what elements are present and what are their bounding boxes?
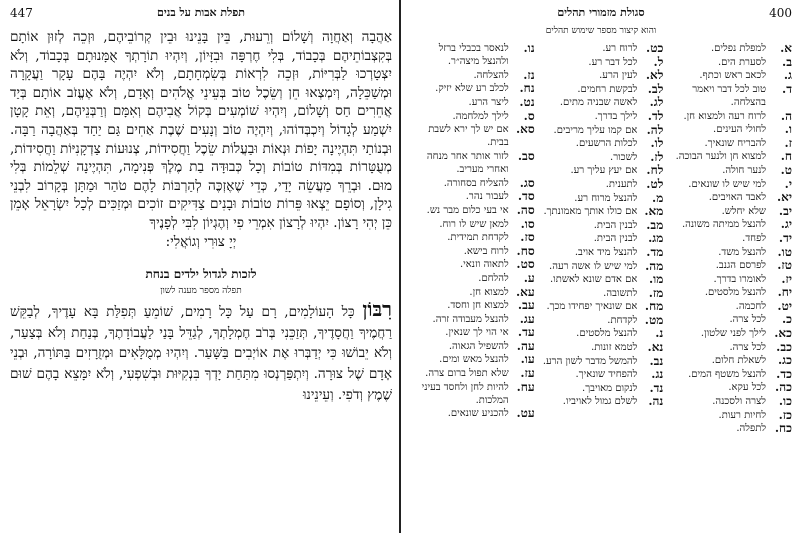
- psalm-entry: [667, 286, 792, 299]
- psalm-purpose: אי הוי לך שנאין.: [445, 327, 509, 339]
- section-title: לזכות לגדול ילדים בנחת: [145, 267, 257, 282]
- psalm-number: כז.: [778, 407, 792, 422]
- psalm-purpose: להיות לחן ולחסד בעיני המלכות.: [421, 381, 509, 406]
- psalm-entry: [667, 137, 792, 150]
- psalm-number: לז.: [650, 149, 664, 164]
- psalm-entry: [667, 150, 792, 163]
- psalm-number: עא.: [515, 284, 535, 299]
- psalm-entry: [667, 69, 792, 82]
- psalm-purpose: להבריח שונאיך.: [704, 137, 766, 149]
- psalm-entry: [539, 205, 664, 218]
- psalm-number: נח.: [519, 81, 535, 96]
- psalm-entry: [539, 300, 664, 313]
- psalm-entry: [667, 123, 792, 136]
- psalm-purpose: לנער חולה.: [722, 164, 766, 176]
- psalm-entry: [539, 368, 664, 381]
- psalm-entry: [667, 191, 792, 204]
- psalm-entry: [410, 313, 535, 326]
- psalm-number: טז.: [777, 258, 792, 273]
- psalm-purpose: שלא יחלש.: [721, 205, 766, 217]
- psalm-purpose: אם יעץ עליך רע.: [570, 165, 638, 177]
- psalm-purpose: לתענית.: [605, 178, 638, 190]
- psalm-purpose: לאומרו בדרך.: [713, 273, 766, 285]
- psalm-entry: [539, 178, 664, 191]
- psalm-number: עה.: [516, 338, 535, 353]
- psalm-purpose: לחיות רעות.: [718, 409, 766, 421]
- psalm-purpose: להנצל מעבודה זרה.: [432, 313, 509, 325]
- psalm-number: יז.: [781, 271, 792, 286]
- psalm-number: לו.: [650, 136, 664, 151]
- psalm-number: מה.: [645, 258, 664, 273]
- psalm-purpose: לצרה ולסכנה.: [712, 396, 766, 408]
- psalm-entry: [410, 245, 535, 258]
- psalm-entry: [539, 327, 664, 340]
- psalm-purpose: למצוא חן ולנער הבוכה.: [675, 151, 766, 163]
- psalm-purpose: לאבד האויבים.: [708, 192, 766, 204]
- psalm-entry: [667, 205, 792, 218]
- psalm-purpose: לפחד.: [742, 232, 766, 244]
- psalm-number: ד.: [782, 81, 792, 96]
- psalm-purpose: להצלחה.: [473, 69, 509, 81]
- psalm-purpose: לילך למלחמה.: [452, 110, 509, 122]
- psalm-number: ב.: [782, 54, 792, 69]
- psalm-entry: [667, 218, 792, 231]
- psalm-purpose: לשלם גמול לאויביו.: [562, 396, 638, 408]
- psalm-entry: [539, 83, 664, 96]
- psalm-purpose: להנצל משד.: [718, 246, 766, 258]
- psalm-number: ג.: [783, 68, 792, 83]
- psalm-entry: [667, 178, 792, 191]
- psalm-column: [667, 42, 792, 436]
- psalm-number: סב.: [517, 148, 535, 163]
- psalm-number: לט.: [646, 176, 664, 191]
- psalm-number: יט.: [777, 298, 792, 313]
- prayer-closing-line: יְיָ צוּרִי וְגוֹאֲלִי:: [165, 233, 237, 250]
- psalm-number: לה.: [646, 122, 664, 137]
- psalm-number: עט.: [516, 406, 535, 421]
- psalm-number: עב.: [517, 298, 535, 313]
- psalm-number: כט.: [646, 41, 664, 55]
- psalm-number: מד.: [646, 244, 664, 259]
- psalm-entry: [539, 355, 664, 368]
- psalm-number: נ.: [655, 326, 664, 341]
- psalm-number: סא.: [515, 122, 535, 137]
- psalm-purpose: להנצל ממיתה משונה.: [681, 219, 766, 231]
- psalm-entry: [667, 341, 792, 354]
- psalm-entry: [539, 69, 664, 82]
- psalm-number: מג.: [648, 231, 664, 246]
- psalm-entry: [539, 246, 664, 259]
- psalm-entry: [410, 96, 535, 109]
- psalm-number: מ.: [652, 190, 664, 205]
- psalm-purpose: להכניע שונאים.: [447, 408, 509, 420]
- psalm-number: כ.: [781, 312, 792, 327]
- psalm-number: עז.: [520, 366, 535, 381]
- psalm-entry: [410, 218, 535, 231]
- psalm-entry: [410, 258, 535, 271]
- psalm-number: נה.: [648, 394, 664, 409]
- psalm-purpose: אם יש לך ירא לשבת בבית.: [428, 124, 509, 149]
- psalm-entry: [410, 190, 535, 203]
- psalm-number: נד.: [649, 380, 664, 395]
- psalm-entry: [410, 299, 535, 312]
- psalm-number: סד.: [517, 189, 535, 204]
- section-source-note: תפלה מספר מענה לשון: [160, 286, 242, 297]
- psalm-entry: [410, 381, 535, 407]
- psalm-number: ע.: [523, 270, 535, 285]
- psalm-entry: [667, 56, 792, 69]
- psalm-entry: [539, 341, 664, 354]
- second-prayer-text: [10, 299, 392, 405]
- psalm-entry: [539, 110, 664, 123]
- psalm-entry: [667, 259, 792, 272]
- prayer-continuation: כָּל הָעוֹלָמִים, רָם עַל כָּל רָמִים, שׁוֹמֵעַ תְּפִלַּת בָּא עָדֶיךָ, לְבַקֵּשׁ רַחֲמֶיךָ וַחֲסָדֶיךָ, תְּזַכֵּנִי בְּרֹב חֶמְלָתְךָ, לְגַדֵּל בָּנַי לַעֲבוֹדָתֶךָ, בְּנַחַת וְלֹא בְּצַעַר, וְלֹא יֵבוֹשׁוּ כִּי יְדַבְּרוּ אֶת אוֹיְבִים בַּשָּׁעַר. וְיִהְיוּ מְמֻלָּאִים וּמְזֻרָזִים בַּתּוֹרָה, וּבְנֵי אָדָם שֶׁל צוּרָה. וְיִתְפַּרְנְסוּ מִתַּחַת יָדְךָ בִּנְקִיּוּת וּבְשִׁפְעִי, וְלֹא יִמָּצֵא בָהֶם שׁוּם שֶׁמֶץ וְדֹפִי. וְעֵינֵינוּ: [10, 304, 392, 403]
- psalm-purpose: אם קמו עליך מריבים.: [553, 124, 638, 136]
- page-number: 447: [10, 6, 33, 20]
- psalm-number: י.: [784, 176, 792, 191]
- psalm-entry: [410, 326, 535, 339]
- psalm-number: א.: [780, 41, 792, 55]
- psalm-purpose: לכלות הרשעים.: [575, 138, 638, 150]
- psalm-number: יא.: [776, 190, 792, 205]
- psalm-purpose: להנצל מיד אויב.: [574, 246, 638, 258]
- psalm-purpose: לכל עקא.: [728, 382, 766, 394]
- psalm-entry: [667, 368, 792, 381]
- psalm-entry: [667, 273, 792, 286]
- running-title: סגולת מזמורי תהלים: [557, 6, 645, 19]
- left-page-header: [10, 6, 392, 24]
- psalm-purpose: לכלב רע שלא יזיק.: [435, 83, 509, 95]
- psalm-number: לב.: [647, 81, 664, 96]
- psalm-entry: [410, 407, 535, 420]
- psalm-number: יד.: [778, 230, 792, 245]
- psalm-purpose: לילך בדרך.: [594, 110, 638, 122]
- psalm-number: סח.: [516, 243, 535, 258]
- psalm-purpose: להנצל מלסטים.: [576, 328, 638, 340]
- psalm-purpose: לכל צרה.: [729, 314, 766, 326]
- psalm-number: עד.: [517, 325, 535, 340]
- psalm-entry: [667, 42, 792, 55]
- psalm-entry: [410, 150, 535, 176]
- prayer-opening-word: רִבּוֹן: [362, 297, 392, 322]
- psalm-purpose: למפלת נפלים.: [710, 43, 766, 54]
- psalm-number: כח.: [774, 421, 792, 436]
- psalm-entry: [667, 83, 792, 109]
- psalm-purpose: לפרסם הגנב.: [715, 260, 766, 272]
- psalm-purpose: לשכור.: [610, 151, 638, 163]
- psalm-number: נג.: [651, 367, 664, 382]
- psalm-purpose: לקדחת.: [607, 314, 638, 326]
- psalm-entry: [410, 42, 535, 68]
- psalm-entry: [539, 124, 664, 137]
- psalm-purpose: טוב לכל דבר ויאמר בהצלחה.: [692, 83, 766, 108]
- psalm-entry: [539, 151, 664, 164]
- psalm-entry: [667, 232, 792, 245]
- psalm-entry: [410, 204, 535, 217]
- psalm-entry: [667, 409, 792, 422]
- psalm-purpose: לחולי העינים.: [713, 124, 766, 136]
- psalm-entry: [539, 287, 664, 300]
- psalm-number: סג.: [519, 175, 535, 190]
- table-subhead: והוא קיצור מספר שימוש תהלים: [545, 26, 657, 36]
- running-title: תפלת אבות על בנים: [157, 6, 245, 19]
- psalm-number: מט.: [644, 312, 664, 327]
- psalm-purpose: להפחיד שונאיך.: [575, 369, 638, 381]
- psalm-number: מא.: [644, 204, 664, 219]
- psalm-entry: [539, 42, 664, 55]
- page-number: 400: [769, 6, 792, 20]
- psalm-number: כו.: [778, 394, 792, 409]
- psalm-entry: [667, 395, 792, 408]
- psalm-number: ו.: [784, 122, 792, 137]
- psalm-column: [410, 42, 535, 436]
- psalm-number: כא.: [774, 326, 792, 341]
- psalm-purpose: אי בעי כלום מבר נש.: [426, 204, 509, 216]
- prayer-body-text: אַהֲבָה וְאַחֲוָה וְשָׁלוֹם וְרֵעוּת, בֵּין בָּנֵינוּ וּבֵין קְרוֹבֵיהֶם, וּזְכֵה לְזוּן אוֹתָם בְּקִצְבוֹתֵיהֶם בְּכָבוֹד, בְּלִי חֶרְפָּה וּבִזָּיוֹן, וְיִהְיוּ תוֹרָתְךָ אֻמָּנוּתָם בְּכָבוֹד, וְלֹא יִצְטָרְכוּ לַבְּרִיּוֹת, וּזְכֵה לִרְאוֹת בְּשִׂמְחָתָם, וְלֹא יִהְיֶה בָּהֶם עָקָר וַעֲקָרָה וּמְשַׁכֵּלָה, וְיִמְצְאוּ חֵן וְשֵׂכֶל טוֹב בְּעֵינֵי אֱלֹהִים וְאָדָם, וְלֹא אֶעֱזֹב אוֹתָם בְּיַד אֲחֵרִים חַס וְשָׁלוֹם, וְיִהְיוּ שׁוֹמְעִים בְּקוֹל אֲבִיהֶם וְאִמָּם וְרַבְּנֵיהֶם, וְאֵת קָטָן יִשְׁמַע לְגָדוֹל וְיִכְבְּדוֹהוּ, וְיִהְיֶה טוֹב וְנָעִים שֶׁבֶת אַחִים גַּם יַחַד בְּאַהֲבָה רַבָּה. וּבְנוֹתַי תִּהְיֶינָה יָפוֹת וּנְאוֹת וּבַעֲלוֹת שֵׂכֶל וַחֲסִידוֹת, צְנוּעוֹת צַדְקָנִיּוֹת וַחֲסִידוֹת, מְעֻטָּרוֹת בְּמִדּוֹת טוֹבוֹת וְכָל כְּבוּדָּה בַת מֶלֶךְ פְּנִימָה, תִּהְיֶינָה שְׁלֵמוֹת בְּלִי מוּם. וּבְרֵךְ מַעֲשֵׂה יָדַי, כְּדֵי שֶׁאֶזְכֶּה לְהַרְבּוֹת לָהֶם טֹהַר וּמַתָּן בְּקָרוֹב לִבְנֵי גִילָן, וְסוֹפָם יֵצְאוּ פֵּרוֹת טוֹבוֹת וּבָנִים צַדִּיקִים זוֹכִים וּמְזַכִּים לְכָל יִשְׂרָאֵל אָמֵן כֵּן יְהִי רָצוֹן. יִהְיוּ לְרָצוֹן אִמְרֵי פִי וְהֶגְיוֹן לִבִּי לְפָנֶיךָ: [10, 29, 392, 231]
- psalm-number: עח.: [516, 379, 535, 394]
- psalm-number: יב.: [778, 203, 792, 218]
- psalm-purpose: להשפיל הגאוה.: [448, 340, 509, 352]
- psalm-purpose: לקדחת תמידית.: [447, 232, 509, 244]
- psalm-entry: [539, 192, 664, 205]
- psalm-purpose: להנצל משטף המים.: [688, 368, 766, 380]
- psalm-purpose: לעבור נהר.: [465, 191, 509, 203]
- psalm-entry: [410, 123, 535, 149]
- psalm-entry: [539, 56, 664, 69]
- psalm-entry: [410, 110, 535, 123]
- psalm-number: נא.: [647, 340, 664, 355]
- psalm-entry: [539, 137, 664, 150]
- psalm-purpose: להנצל מלסטים.: [704, 287, 766, 299]
- psalm-number: נז.: [523, 67, 535, 82]
- psalm-entry: [539, 219, 664, 232]
- psalm-entry: [539, 273, 664, 286]
- psalm-purpose: אם אדם שונא לאשתו.: [550, 274, 638, 286]
- psalm-purpose: לנאסר בכבלי ברזל ולהנצל מיצה״ר.: [438, 43, 509, 68]
- psalm-purpose: לאשה שבניה מתים.: [559, 97, 638, 109]
- psalm-purpose: אם כולו אותך מאמונתך.: [543, 206, 638, 218]
- psalm-purpose: לבנין הבית.: [593, 233, 638, 245]
- psalm-purpose: לטמא זונות.: [591, 342, 638, 354]
- psalm-number: ט.: [780, 162, 792, 177]
- psalm-purpose: לכל דבר רע.: [588, 56, 638, 68]
- psalm-purpose: לנקום מאויבך.: [582, 382, 638, 394]
- psalm-number: יג.: [780, 217, 792, 232]
- psalm-purpose: למאן שיש לו רוח.: [439, 218, 509, 230]
- psalm-number: כה.: [775, 380, 792, 395]
- psalm-number: לד.: [647, 108, 664, 123]
- psalm-entry: [539, 382, 664, 395]
- psalm-entry: [410, 272, 535, 285]
- psalm-purpose: לסערת הים.: [717, 56, 766, 68]
- psalm-entry: [667, 246, 792, 259]
- psalm-purpose: לתפלה.: [736, 423, 766, 435]
- psalm-purpose: לבנין הבית.: [593, 219, 638, 231]
- psalm-number: כב.: [776, 339, 792, 354]
- psalm-entry: [539, 314, 664, 327]
- psalm-purpose: להמשל מדבר לשון הרע.: [542, 355, 638, 367]
- psalm-entry: [539, 96, 664, 109]
- psalm-entry: [410, 353, 535, 366]
- psalm-number: סו.: [520, 216, 535, 231]
- psalm-number: עו.: [520, 352, 535, 367]
- psalm-number: יח.: [777, 285, 792, 300]
- psalm-index-columns: [410, 42, 792, 436]
- psalm-entry: [410, 367, 535, 380]
- psalm-number: טו.: [777, 244, 792, 259]
- psalm-purpose: למצוא חן וחסד.: [447, 300, 509, 312]
- psalm-entry: [667, 110, 792, 123]
- psalm-purpose: ליצר הרע.: [468, 96, 509, 108]
- psalm-number: מו.: [648, 272, 664, 287]
- psalm-number: כג.: [777, 353, 792, 368]
- psalm-number: לג.: [649, 95, 664, 110]
- psalm-purpose: למצוא חן.: [469, 286, 509, 298]
- psalm-entry: [667, 354, 792, 367]
- psalm-purpose: להצליח בסחורה.: [443, 177, 509, 189]
- psalm-number: נו.: [523, 41, 535, 55]
- psalm-purpose: לזור אותר אחר מנחה ואחרי מעריב.: [426, 150, 509, 176]
- book-gutter: [399, 0, 401, 533]
- psalm-entry: [667, 381, 792, 394]
- psalm-purpose: לרוח בישא.: [463, 245, 509, 257]
- psalm-entry: [539, 395, 664, 408]
- psalm-purpose: לכאב ראש וכתף.: [699, 70, 766, 82]
- psalm-entry: [410, 177, 535, 190]
- psalm-purpose: לרוח רעה ולמצוא חן.: [683, 110, 766, 122]
- psalm-purpose: לכל צרה.: [729, 341, 766, 353]
- psalm-number: כד.: [776, 366, 792, 381]
- psalm-number: לא.: [645, 68, 664, 83]
- psalm-number: לח.: [646, 163, 664, 178]
- psalm-purpose: לחכמה.: [735, 300, 766, 312]
- psalm-entry: [667, 422, 792, 435]
- psalm-entry: [410, 69, 535, 82]
- psalm-number: נט.: [519, 94, 535, 109]
- psalm-number: סט.: [516, 257, 535, 272]
- psalm-number: סז.: [520, 230, 535, 245]
- psalm-number: מב.: [646, 217, 664, 232]
- psalm-purpose: לעין הרע.: [599, 70, 638, 82]
- psalm-number: עג.: [519, 311, 535, 326]
- psalm-entry: [410, 286, 535, 299]
- psalm-number: מז.: [648, 285, 664, 300]
- psalm-purpose: לשאלת חלום.: [711, 355, 766, 367]
- right-page-header: [410, 6, 792, 24]
- psalm-number: ז.: [784, 135, 792, 150]
- psalm-entry: [667, 313, 792, 326]
- psalm-purpose: להלחם.: [478, 272, 509, 284]
- psalm-purpose: לתאוה וזנאי.: [459, 259, 509, 271]
- psalm-entry: [539, 164, 664, 177]
- psalm-purpose: למי שיש לו אשה רעה.: [549, 260, 638, 272]
- psalm-purpose: שלא תפול ברום צרה.: [425, 368, 509, 380]
- psalm-purpose: לתשובה.: [603, 287, 638, 299]
- psalm-entry: [410, 340, 535, 353]
- psalm-number: סה.: [516, 202, 535, 217]
- psalm-entry: [539, 260, 664, 273]
- psalm-number: ח.: [780, 149, 792, 164]
- psalm-purpose: לרוח רע.: [602, 43, 638, 54]
- psalm-entry: [410, 82, 535, 95]
- psalm-column: [539, 42, 664, 436]
- psalm-entry: [667, 327, 792, 340]
- psalm-purpose: להנצל מאש ומים.: [439, 354, 509, 366]
- psalm-purpose: להנצל מרוח רע.: [574, 192, 638, 204]
- psalm-number: ה.: [780, 108, 792, 123]
- psalm-number: נב.: [649, 353, 664, 368]
- psalm-entry: [667, 300, 792, 313]
- psalm-entry: [667, 164, 792, 177]
- psalm-entry: [410, 231, 535, 244]
- psalm-purpose: לבקשת רחמים.: [577, 83, 638, 95]
- psalm-purpose: למי שיש לו שונאים.: [688, 178, 766, 190]
- psalm-purpose: לילך לפני שלטון.: [700, 328, 766, 340]
- psalm-number: מח.: [644, 299, 664, 314]
- psalm-entry: [539, 232, 664, 245]
- psalm-number: ל.: [653, 54, 664, 69]
- psalm-number: ס.: [523, 108, 535, 123]
- right-page: [400, 0, 800, 533]
- psalm-purpose: אם שונאיך יפחידו מכך.: [546, 301, 638, 313]
